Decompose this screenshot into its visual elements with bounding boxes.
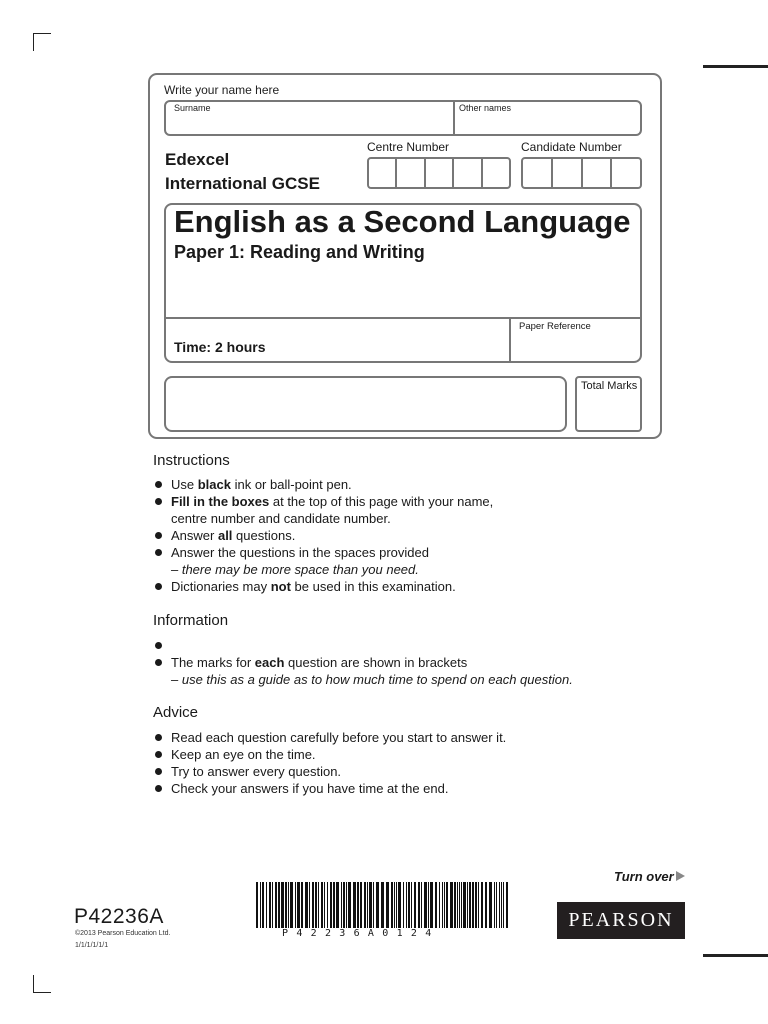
subject-title: English as a Second Language <box>174 204 631 239</box>
list-item: Check your answers if you have time at the end. <box>153 780 673 797</box>
play-arrow-icon <box>676 871 685 881</box>
exam-board-line2: International GCSE <box>165 174 320 193</box>
centre-number-field[interactable] <box>367 157 511 189</box>
time-allowed: Time: 2 hours <box>174 339 266 355</box>
list-item-continuation: – use this as a guide as to how much time to spend on each question. <box>171 672 573 687</box>
list-item: The marks for each question are shown in brackets <box>153 654 673 671</box>
paper-reference-label: Paper Reference <box>519 321 591 332</box>
digit-box[interactable] <box>397 159 425 187</box>
write-name-label: Write your name here <box>164 83 280 97</box>
digit-box[interactable] <box>523 159 553 187</box>
list-item: Read each question carefully before you start to answer it. <box>153 729 673 746</box>
advice-list <box>153 729 673 797</box>
exam-board <box>165 148 320 196</box>
centre-number-label: Centre Number <box>367 140 450 154</box>
blank-box <box>164 376 567 432</box>
name-field[interactable] <box>164 100 642 136</box>
list-item: Keep an eye on the time. <box>153 746 673 763</box>
total-marks-label: Total Marks <box>581 380 638 392</box>
barcode-text: P42236A0124 <box>282 928 440 939</box>
instructions-heading: Instructions <box>153 452 230 469</box>
pearson-logo: PEARSON <box>557 902 685 939</box>
list-item: Try to answer every question. <box>153 763 673 780</box>
name-divider <box>453 100 455 136</box>
advice-heading: Advice <box>153 704 199 721</box>
crop-mark <box>33 33 51 34</box>
digit-box[interactable] <box>612 159 640 187</box>
information-heading: Information <box>153 612 229 629</box>
edge-bar <box>703 954 768 957</box>
barcode-icon <box>256 882 510 928</box>
list-item: Fill in the boxes at the top of this page with your name, <box>153 493 673 510</box>
list-item-continuation: centre number and candidate number. <box>171 511 391 526</box>
candidate-number-field[interactable] <box>521 157 642 189</box>
list-item: Answer all questions. <box>153 527 673 544</box>
list-item <box>153 637 673 654</box>
digit-box[interactable] <box>369 159 397 187</box>
list-item: Answer the questions in the spaces provided <box>153 544 673 561</box>
surname-label: Surname <box>174 103 211 113</box>
digit-box[interactable] <box>583 159 613 187</box>
paper-title: Paper 1: Reading and Writing <box>174 242 425 262</box>
list-item: Use black ink or ball-point pen. <box>153 476 673 493</box>
digit-box[interactable] <box>454 159 482 187</box>
list-item-continuation: – there may be more space than you need. <box>171 562 419 577</box>
crop-mark <box>33 975 34 993</box>
turn-over-label: Turn over <box>614 869 674 884</box>
other-names-label: Other names <box>459 103 512 113</box>
list-item: Dictionaries may not be used in this examination. <box>153 578 673 595</box>
version-code: 1/1/1/1/1/1 <box>75 942 109 949</box>
digit-box[interactable] <box>483 159 509 187</box>
divider <box>509 317 511 363</box>
crop-mark <box>33 33 34 51</box>
divider <box>164 317 642 319</box>
information-list <box>153 637 673 688</box>
digit-box[interactable] <box>553 159 583 187</box>
copyright: ©2013 Pearson Education Ltd. <box>75 930 171 937</box>
paper-code: P42236A <box>74 905 164 928</box>
exam-board-line1: Edexcel <box>165 150 230 169</box>
candidate-number-label: Candidate Number <box>521 140 622 154</box>
crop-mark <box>33 992 51 993</box>
edge-bar <box>703 65 768 68</box>
instructions-list <box>153 476 673 595</box>
digit-box[interactable] <box>426 159 454 187</box>
